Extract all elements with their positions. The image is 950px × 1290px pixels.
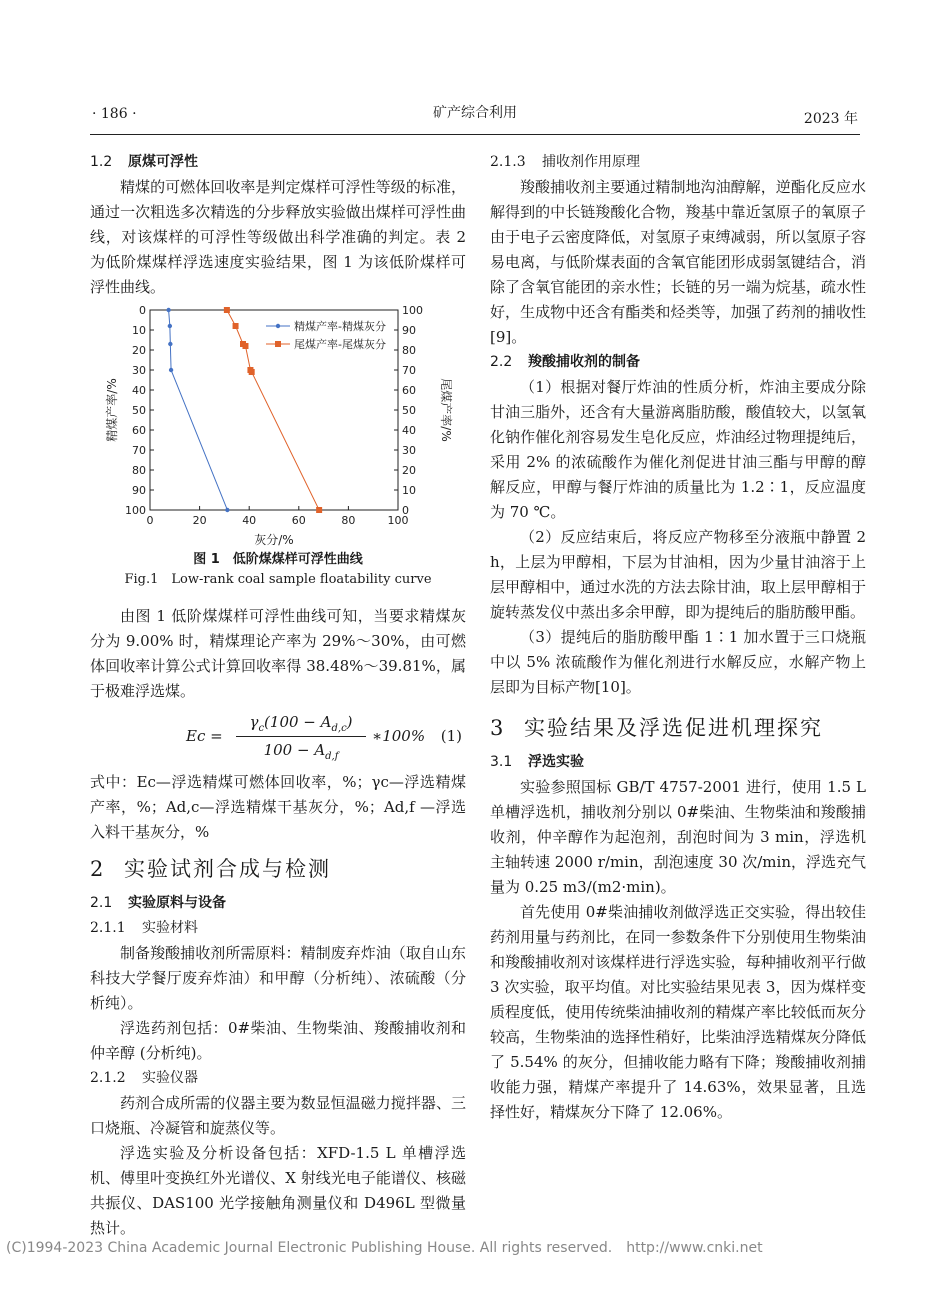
paragraph: （1）根据对餐厅炸油的性质分析，炸油主要成分除甘油三脂外，还含有大量游离脂肪酸，酸值较大，以氢氧化钠作催化剂容易发生皂化反应，炸油经过物理提纯后，采用 2% 的浓硫酸作为催化剂促进甘油三酯与甲醇的醇解反应，甲醇与餐厅炸油的质量比为 1.2∶1，反应温度为 70 ℃。 [490, 378, 866, 521]
fraction-bar [236, 736, 366, 737]
paragraph: （2）反应结束后，将反应产物移至分液瓶中静置 2 h，上层为甲醇相，下层为甘油相，因为少量甘油溶于上层甲醇相中，通过水洗的方法去除甘油，取上层甲醇相于旋转蒸发仪中蒸出多余甲醇，即为提纯后的脂肪酸甲酯。 [490, 528, 866, 621]
data-point [316, 507, 322, 513]
paragraph: 首先使用 0#柴油捕收剂做浮选正交实验，得出较佳药剂用量与药剂比，在同一参数条件下分别使用生物柴油和羧酸捕收剂对该煤样进行浮选实验，每种捕收剂平行做 3 次实验，取平均值。对比实验结果见表 3，因为煤样变质程度低，使用传统柴油捕收剂的精煤产率比较低而灰分较高，生物柴油的选择性稍好，比柴油浮选精煤灰分降低了 5.54% 的灰分，但捕收能力略有下降；羧酸捕收剂捕收能力强，精煤产率提升了 14.63%，效果显著，且选择性好，精煤灰分下降了 12.06%。 [490, 903, 866, 1121]
y-right-tick-label: 20 [402, 464, 416, 477]
y-left-tick-label: 100 [125, 504, 146, 517]
page-header [90, 100, 860, 135]
data-point [224, 307, 230, 313]
series-line [169, 310, 228, 510]
y-left-tick-label: 0 [139, 304, 146, 317]
y-right-tick-label: 30 [402, 444, 416, 457]
footer-url: http://www.cnki.net [626, 1240, 763, 1256]
x-tick-label: 60 [291, 514, 306, 527]
paragraph: （3）提纯后的脂肪酸甲酯 1∶1 加水置于三口烧瓶中以 5% 浓硫酸作为催化剂进行水解反应，水解产物上层即为目标产物[10]。 [490, 628, 866, 696]
floatability-chart [90, 300, 466, 550]
figure-caption-cn: 图 1 低阶煤煤样可浮性曲线 [193, 552, 363, 567]
formula-number: (1) [440, 727, 462, 745]
formula-1 [90, 710, 466, 764]
x-tick-label: 80 [341, 514, 356, 527]
y-left-tick-label: 90 [132, 484, 146, 497]
paragraph: 羧酸捕收剂主要通过精制地沟油醇解，逆酯化反应水解得到的中长链羧酸化合物，羧基中靠近氢原子的氧原子由于电子云密度降低，对氢原子束缚减弱，所以氢原子容易电离，与低阶煤表面的含氧官能团形成弱氢键结合，消除了含氧官能团的亲水性；长链的另一端为烷基，疏水性好，生成物中还含有酯类和烃类等，加强了药剂的捕收性[9]。 [490, 178, 866, 346]
y-right-tick-label: 0 [402, 504, 409, 517]
paragraph: 由图 1 低阶煤煤样可浮性曲线可知，当要求精煤灰分为 9.00% 时，精煤理论产率为 29%～30%，由可燃体回收率计算公式计算回收率得 38.48%～39.81%，属于极难浮选煤。 [90, 607, 466, 700]
legend-label: 尾煤产率-尾煤灰分 [294, 338, 386, 351]
x-axis-label: 灰分/% [254, 533, 294, 547]
formula-legend: 式中：Ec—浮选精煤可燃体回收率，%；γc—浮选精煤产率，%；Ad,c—浮选精煤干基灰分，%；Ad,f —浮选入料干基灰分，% [90, 773, 466, 841]
paragraph: 浮选药剂包括：0#柴油、生物柴油、羧酸捕收剂和仲辛醇 (分析纯)。 [90, 1019, 466, 1062]
figure-caption-en: Fig.1 Low-rank coal sample floatability curve [124, 572, 432, 587]
y-right-tick-label: 90 [402, 324, 416, 337]
section-3-1-heading: 3.1 浮选实验 [490, 754, 584, 770]
paragraph: 制备羧酸捕收剂所需原料：精制废弃炸油（取自山东科技大学餐厅废弃炸油）和甲醇（分析纯）、浓硫酸（分析纯）。 [90, 944, 466, 1012]
y-left-tick-label: 20 [132, 344, 146, 357]
data-point [168, 324, 172, 328]
y-right-tick-label: 50 [402, 404, 416, 417]
section-1-2-heading: 1.2 原煤可浮性 [90, 154, 198, 170]
paragraph: 浮选实验及分析设备包括：XFD-1.5 L 单槽浮选机、傅里叶变换红外光谱仪、X 射线光电子能谱仪、核磁共振仪、DAS100 光学接触角测量仪和 D496L 型微量热计。 [90, 1144, 466, 1237]
chart-svg [90, 300, 466, 550]
data-point [242, 343, 248, 349]
section-2-1-heading: 2.1 实验原料与设备 [90, 895, 226, 911]
y-left-tick-label: 70 [132, 444, 146, 457]
section-2-1-2-heading: 2.1.2 实验仪器 [90, 1070, 198, 1086]
y-left-tick-label: 10 [132, 324, 146, 337]
legend-marker [276, 324, 280, 328]
y-right-tick-label: 40 [402, 424, 416, 437]
section-2-2-heading: 2.2 羧酸捕收剂的制备 [490, 354, 640, 370]
formula-denominator: $100 - A_{d,f}$ [263, 741, 339, 762]
y-left-tick-label: 60 [132, 424, 146, 437]
y-left-tick-label: 50 [132, 404, 146, 417]
y-left-tick-label: 30 [132, 364, 146, 377]
y-right-tick-label: 70 [402, 364, 416, 377]
data-point [225, 508, 229, 512]
x-tick-label: 100 [387, 514, 409, 527]
y-right-tick-label: 60 [402, 384, 416, 397]
data-point [169, 368, 173, 372]
y-right-tick-label: 80 [402, 344, 416, 357]
formula-tail: ∗100% [372, 727, 426, 745]
section-2-1-3-heading: 2.1.3 捕收剂作用原理 [490, 154, 640, 170]
y-right-tick-label: 100 [402, 304, 423, 317]
copyright-notice: (C)1994-2023 China Academic Journal Electronic Publishing House. All rights reserved. [6, 1240, 613, 1256]
y-right-tick-label: 10 [402, 484, 416, 497]
data-point [249, 369, 255, 375]
section-2-1-1-heading: 2.1.1 实验材料 [90, 920, 198, 936]
x-tick-label: 0 [146, 514, 154, 527]
page-number: · 186 · [92, 106, 137, 122]
right-column [490, 150, 866, 1125]
data-point [168, 342, 172, 346]
formula-numerator: $\gamma_c(100 - A_{d,c})$ [249, 713, 353, 734]
y-right-axis-label: 尾煤产率/% [439, 378, 453, 442]
y-left-axis-label: 精煤产率/% [105, 378, 119, 442]
x-tick-label: 40 [242, 514, 257, 527]
paragraph: 实验参照国标 GB/T 4757-2001 进行，使用 1.5 L 单槽浮选机，捕收剂分别以 0#柴油、生物柴油和羧酸捕收剂，仲辛醇作为起泡剂，刮泡时间为 3 min，浮选机主轴转速 2000 r/min，刮泡速度 30 次/min，浮选充气量为 0.25 m3/(m2·min)。 [490, 778, 866, 896]
journal-title: 矿产综合利用 [433, 105, 517, 121]
legend-marker [275, 341, 281, 347]
paragraph: 精煤的可燃体回收率是判定煤样可浮性等级的标准，通过一次粗选多次精选的分步释放实验做出煤样可浮性曲线，对该煤样的可浮性等级做出科学准确的判定。表 2 为低阶煤煤样浮选速度实验结果，图 1 为该低阶煤样可浮性曲线。 [90, 178, 466, 296]
left-column [90, 150, 466, 1241]
legend-label: 精煤产率-精煤灰分 [294, 320, 386, 333]
section-3-heading: 3 实验结果及浮选促进机理探究 [490, 716, 823, 740]
page-footer [6, 1240, 946, 1256]
y-left-tick-label: 40 [132, 384, 146, 397]
formula-lhs: Ec = [186, 727, 223, 745]
data-point [233, 323, 239, 329]
paragraph: 药剂合成所需的仪器主要为数显恒温磁力搅拌器、三口烧瓶、冷凝管和旋蒸仪等。 [90, 1094, 466, 1137]
section-2-heading: 2 实验试剂合成与检测 [90, 857, 331, 881]
x-tick-label: 20 [192, 514, 207, 527]
y-left-tick-label: 80 [132, 464, 146, 477]
issue-year: 2023 年 [803, 111, 858, 127]
data-point [166, 308, 170, 312]
